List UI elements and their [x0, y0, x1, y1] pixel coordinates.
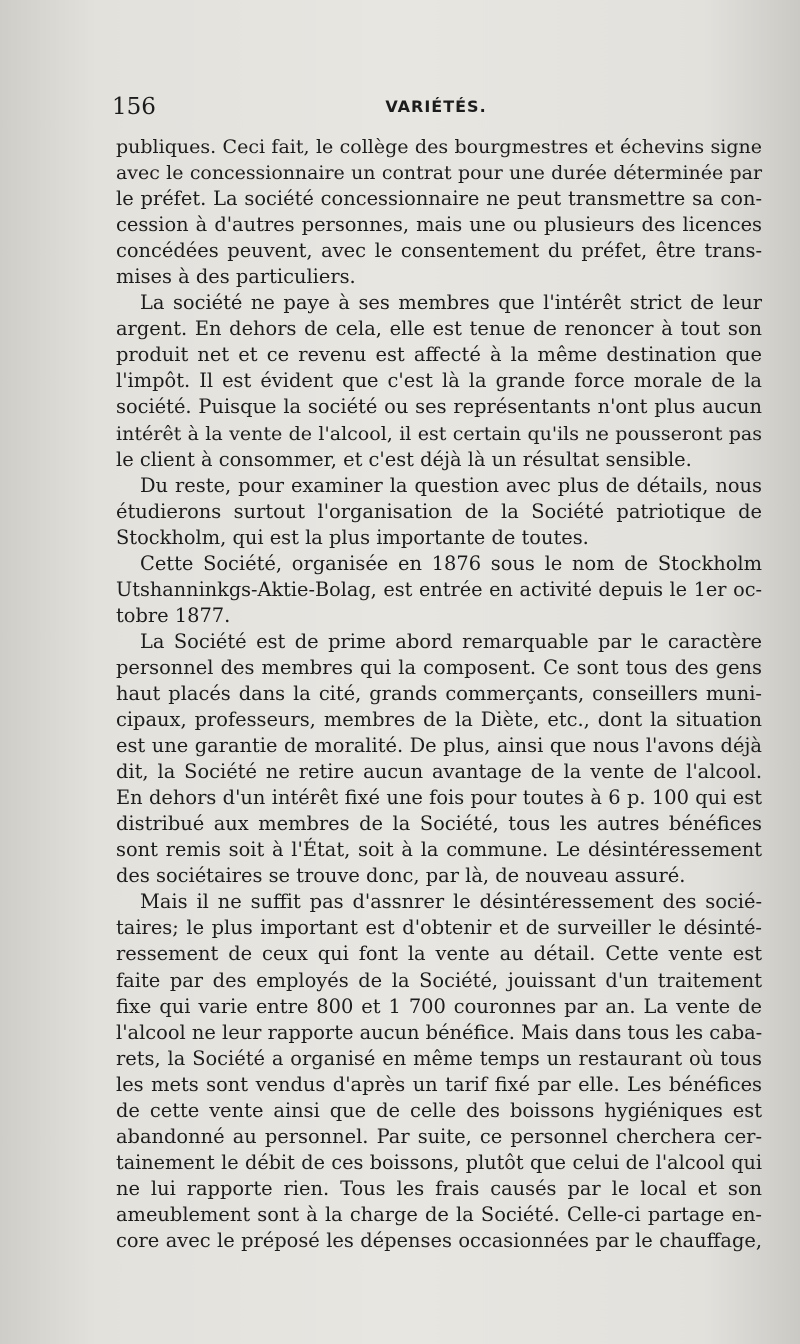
- text-line: Mais il ne suffit pas d'assnrer le désintéressement des socié-: [140, 890, 762, 914]
- text-line: abandonné au personnel. Par suite, ce personnel cherchera cer-: [116, 1124, 762, 1148]
- text-line: avec le concessionnaire un contrat pour une durée déterminée par: [116, 162, 762, 185]
- text-line: cession à d'autres personnes, mais une ou plusieurs des licences: [116, 213, 762, 237]
- text-line: Du reste, pour examiner la question avec plus de détails, nous: [140, 473, 762, 497]
- text-line: haut placés dans la cité, grands commerçants, conseillers muni-: [116, 681, 762, 705]
- page-number: 156: [112, 94, 156, 120]
- text-line: taires; le plus important est d'obtenir et de surveiller le désinté-: [116, 916, 762, 940]
- text-line: personnel des membres qui la composent. Ce sont tous des gens: [116, 655, 762, 679]
- text-line: l'impôt. Il est évident que c'est là la grande force morale de la: [116, 369, 762, 393]
- text-line: Cette Société, organisée en 1876 sous le nom de Stockholm: [140, 551, 762, 575]
- text-line: société. Puisque la société ou ses représentants n'ont plus aucun: [116, 395, 762, 419]
- text-line: concédées peuvent, avec le consentement du préfet, être trans-: [116, 239, 762, 263]
- text-line: cipaux, professeurs, membres de la Diète, etc., dont la situation: [116, 708, 762, 732]
- text-line: argent. En dehors de cela, elle est tenue de renoncer à tout son: [116, 317, 762, 341]
- text-line: sont remis soit à l'État, soit à la commune. Le désintéressement: [116, 838, 762, 862]
- text-line: le préfet. La société concessionnaire ne peut transmettre sa con-: [116, 187, 762, 211]
- text-line: le client à consommer, et c'est déjà là un résultat sensible.: [116, 447, 692, 471]
- text-line: ne lui rapporte rien. Tous les frais causés par le local et son: [116, 1176, 762, 1200]
- body-text: [116, 134, 762, 1254]
- text-line: de cette vente ainsi que de celle des boissons hygiéniques est: [116, 1098, 762, 1122]
- text-line: La société ne paye à ses membres que l'intérêt strict de leur: [140, 291, 762, 315]
- text-line: étudierons surtout l'organisation de la Société patriotique de: [116, 499, 762, 523]
- page-header: [112, 94, 760, 128]
- text-line: core avec le préposé les dépenses occasionnées par le chauffage,: [116, 1228, 762, 1252]
- text-line: La Société est de prime abord remarquable par le caractère: [140, 629, 762, 653]
- text-line: distribué aux membres de la Société, tous les autres bénéfices: [116, 812, 762, 836]
- text-line: fixe qui varie entre 800 et 1 700 couronnes par an. La vente de: [116, 994, 762, 1018]
- text-line: tobre 1877.: [116, 603, 231, 627]
- text-line: ressement de ceux qui font la vente au détail. Cette vente est: [116, 942, 762, 966]
- running-title: VARIÉTÉS.: [385, 97, 487, 116]
- text-line: Utshanninkgs-Aktie-Bolag, est entrée en activité depuis le 1er oc-: [116, 577, 762, 601]
- text-line: publiques. Ceci fait, le collège des bourgmestres et échevins signe: [116, 136, 762, 158]
- text-line: rets, la Société a organisé en même temps un restaurant où tous: [116, 1046, 762, 1070]
- text-line: intérêt à la vente de l'alcool, il est certain qu'ils ne pousseront pas: [116, 422, 762, 445]
- text-line: ameublement sont à la charge de la Société. Celle-ci partage en-: [116, 1202, 762, 1226]
- text-line: l'alcool ne leur rapporte aucun bénéfice. Mais dans tous les caba-: [116, 1020, 763, 1044]
- text-line: faite par des employés de la Société, jouissant d'un traitement: [116, 968, 762, 992]
- text-line: des sociétaires se trouve donc, par là, de nouveau assuré.: [116, 864, 686, 888]
- text-line: est une garantie de moralité. De plus, ainsi que nous l'avons déjà: [116, 734, 762, 758]
- text-line: En dehors d'un intérêt fixé une fois pour toutes à 6 p. 100 qui est: [116, 786, 762, 810]
- text-line: dit, la Société ne retire aucun avantage de la vente de l'alcool.: [116, 760, 762, 784]
- text-line: mises à des particuliers.: [116, 265, 356, 289]
- text-line: tainement le débit de ces boissons, plutôt que celui de l'alcool qui: [116, 1150, 762, 1174]
- text-line: les mets sont vendus d'après un tarif fixé par elle. Les bénéfices: [116, 1072, 762, 1096]
- text-line: produit net et ce revenu est affecté à la même destination que: [116, 343, 762, 367]
- text-line: Stockholm, qui est la plus importante de toutes.: [116, 525, 589, 549]
